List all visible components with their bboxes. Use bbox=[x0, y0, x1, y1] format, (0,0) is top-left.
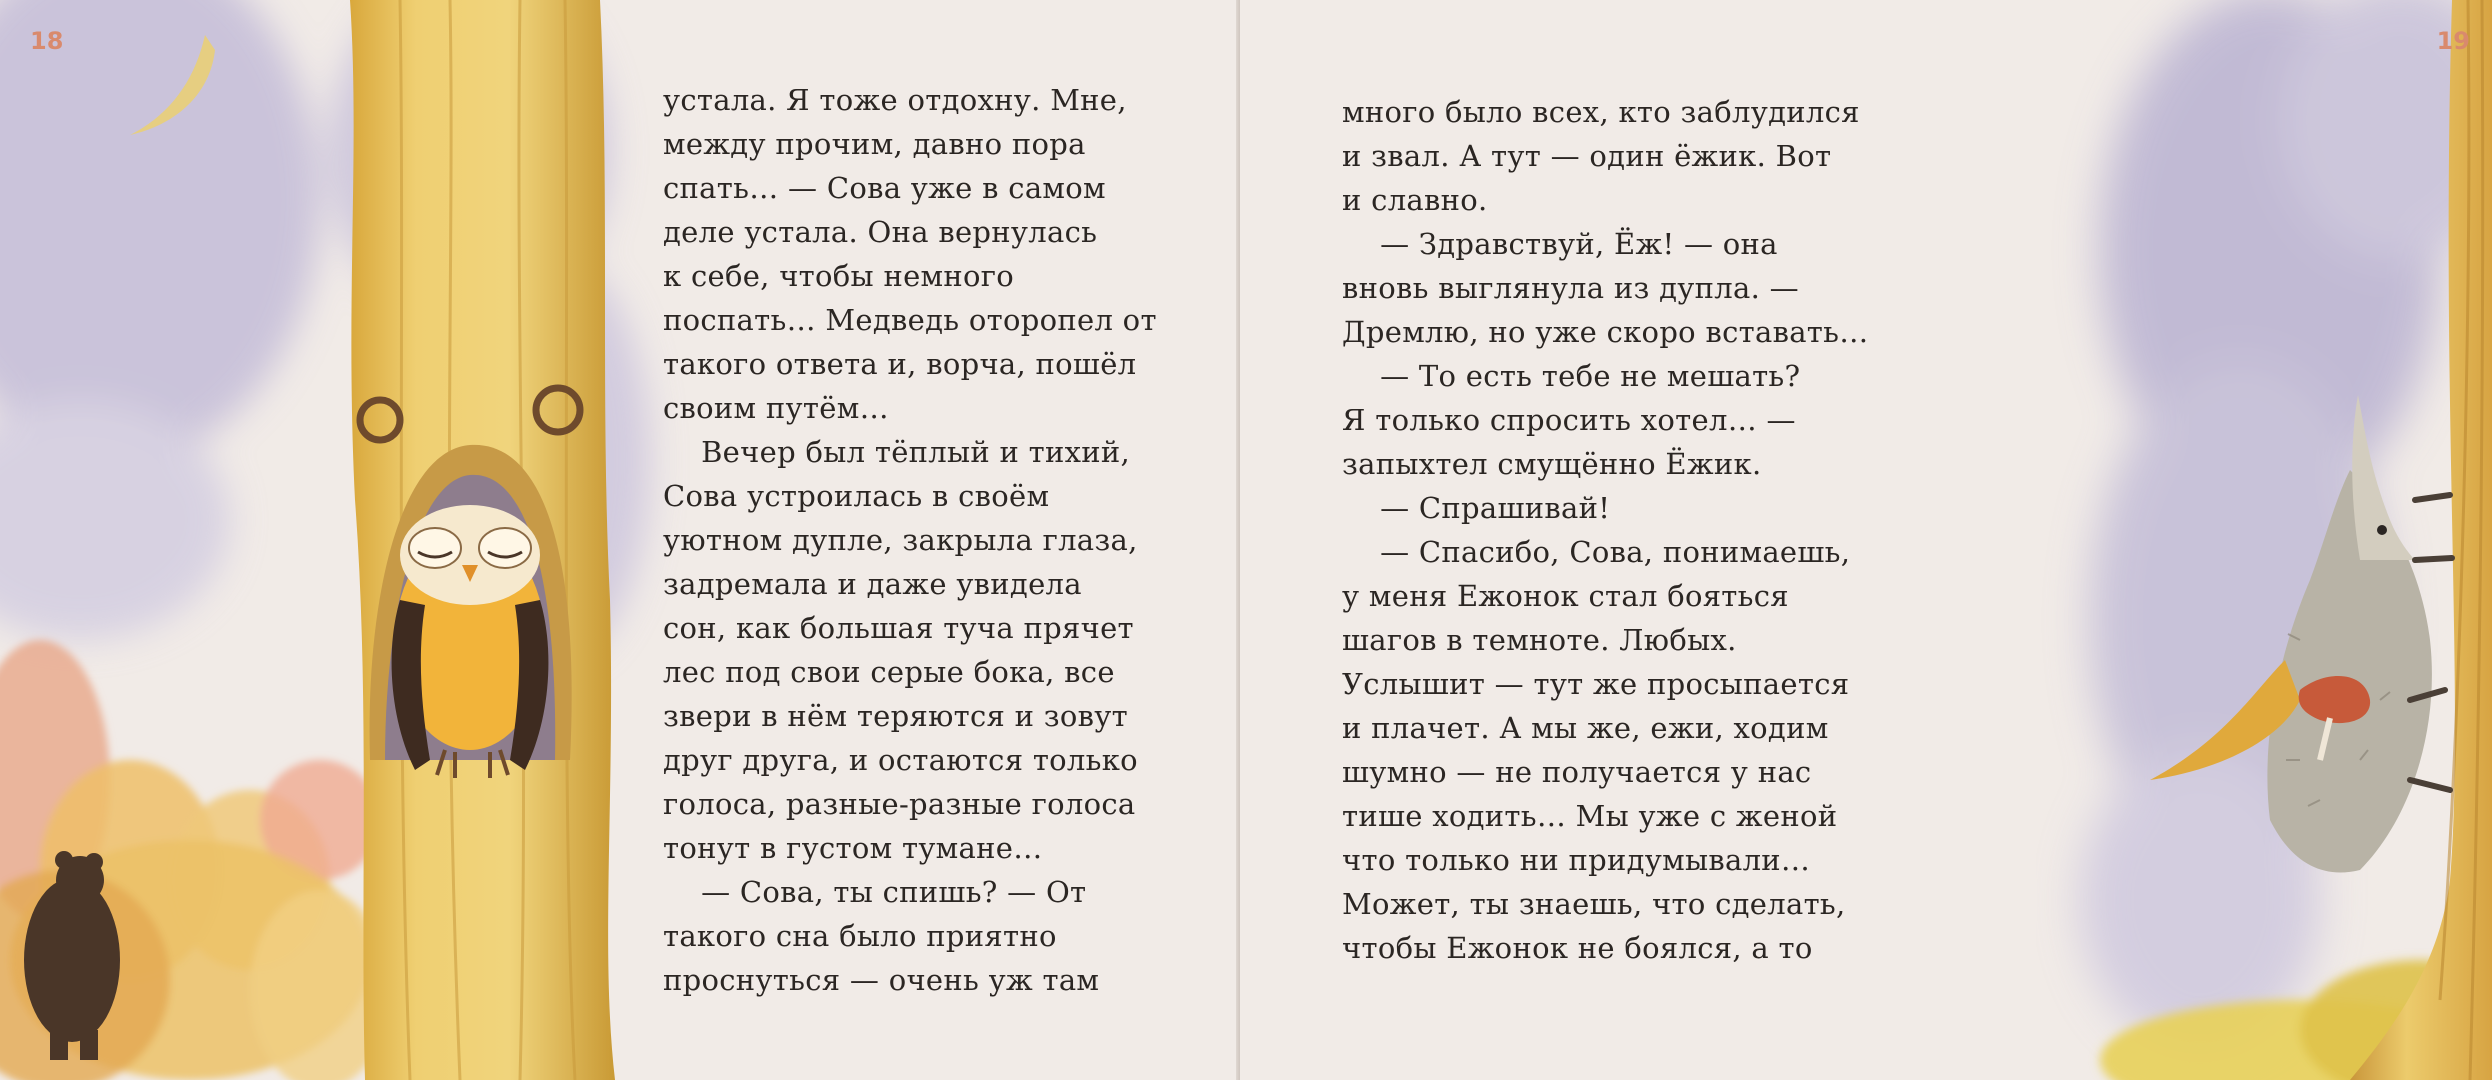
text-line: голоса, разные-разные голоса bbox=[663, 787, 1136, 821]
text-line: Может, ты знаешь, что сделать, bbox=[1342, 887, 1846, 921]
text-line: запыхтел смущённо Ёжик. bbox=[1342, 447, 1762, 481]
right-page bbox=[1240, 0, 2492, 1080]
text-line: задремала и даже увидела bbox=[663, 567, 1082, 601]
text-line: много было всех, кто заблудился bbox=[1342, 95, 1860, 129]
text-line: между прочим, давно пора bbox=[663, 127, 1086, 161]
text-line: сон, как большая туча прячет bbox=[663, 611, 1134, 645]
text-line: Услышит — тут же просыпается bbox=[1342, 667, 1850, 701]
text-line: лес под свои серые бока, все bbox=[663, 655, 1115, 689]
text-line: — Спрашивай! bbox=[1342, 491, 1611, 525]
text-line: Я только спросить хотел… — bbox=[1342, 403, 1796, 437]
left-text-block bbox=[663, 78, 1157, 1002]
text-line: — Спасибо, Сова, понимаешь, bbox=[1342, 535, 1851, 569]
sleeping-owl bbox=[392, 505, 549, 778]
text-line: друг друга, и остаются только bbox=[663, 743, 1138, 777]
text-line: и славно. bbox=[1342, 183, 1488, 217]
text-line: своим путём… bbox=[663, 391, 889, 425]
text-line: к себе, чтобы немного bbox=[663, 259, 1015, 293]
page-number: 19 bbox=[2436, 27, 2470, 55]
text-line: Сова устроилась в своём bbox=[663, 479, 1050, 513]
text-line: — Сова, ты спишь? — От bbox=[663, 875, 1087, 909]
text-line: чтобы Ежонок не боялся, а то bbox=[1342, 931, 1813, 965]
text-line: и плачет. А мы же, ежи, ходим bbox=[1342, 711, 1829, 745]
text-line: тише ходить… Мы уже с женой bbox=[1342, 799, 1838, 833]
text-line: шумно — не получается у нас bbox=[1342, 755, 1812, 789]
page-number: 18 bbox=[30, 27, 64, 55]
text-line: тонут в густом тумане… bbox=[663, 831, 1043, 865]
text-line: такого сна было приятно bbox=[663, 919, 1057, 953]
text-line: Вечер был тёплый и тихий, bbox=[663, 435, 1131, 469]
text-line: проснуться — очень уж там bbox=[663, 963, 1100, 997]
text-line: Дремлю, но уже скоро вставать… bbox=[1342, 315, 1869, 349]
text-line: звери в нём теряются и зовут bbox=[663, 699, 1128, 733]
left-page bbox=[0, 0, 1238, 1080]
right-text-block bbox=[1342, 90, 1869, 970]
text-line: шагов в темноте. Любых. bbox=[1342, 623, 1737, 657]
text-line: деле устала. Она вернулась bbox=[663, 215, 1098, 249]
fog-wash bbox=[2080, 0, 2492, 1050]
text-line: устала. Я тоже отдохну. Мне, bbox=[663, 83, 1127, 117]
text-line: и звал. А тут — один ёжик. Вот bbox=[1342, 139, 1832, 173]
text-line: такого ответа и, ворча, пошёл bbox=[663, 347, 1137, 381]
text-line: вновь выглянула из дупла. — bbox=[1342, 271, 1799, 305]
text-line: у меня Ежонок стал бояться bbox=[1342, 579, 1789, 613]
text-line: уютном дупле, закрыла глаза, bbox=[663, 523, 1138, 557]
text-line: спать… — Сова уже в самом bbox=[663, 171, 1106, 205]
text-line: поспать… Медведь оторопел от bbox=[663, 303, 1157, 337]
text-line: — То есть тебе не мешать? bbox=[1342, 359, 1801, 393]
text-line: — Здравствуй, Ёж! — она bbox=[1342, 227, 1778, 261]
text-line: что только ни придумывали… bbox=[1342, 843, 1811, 877]
